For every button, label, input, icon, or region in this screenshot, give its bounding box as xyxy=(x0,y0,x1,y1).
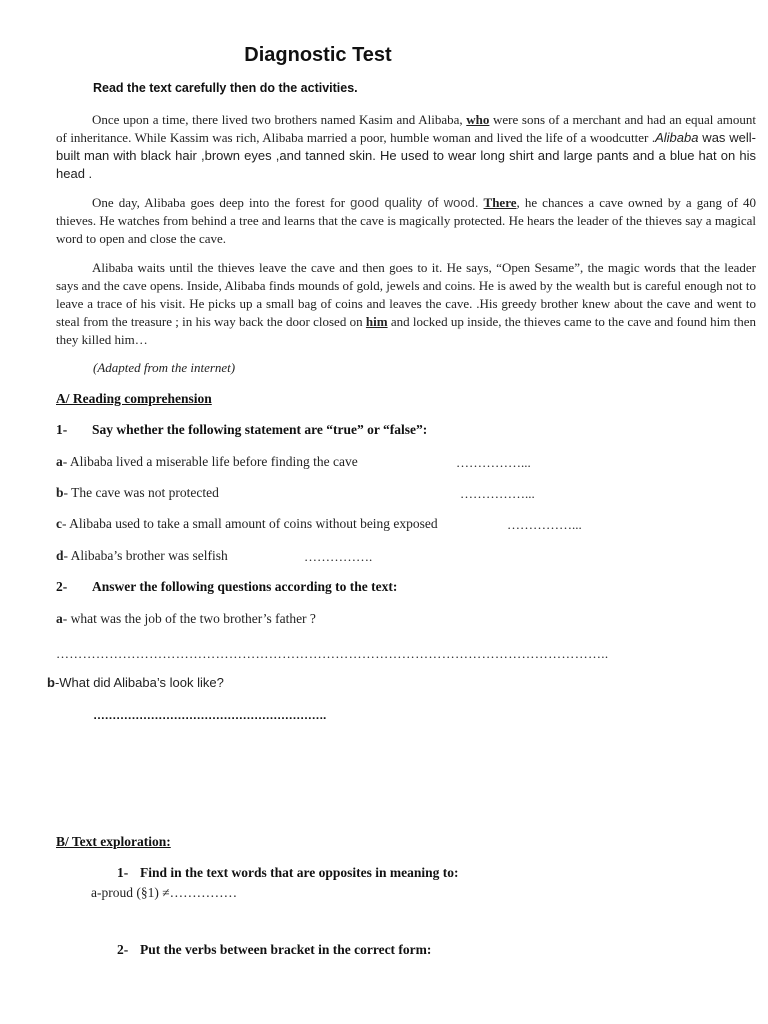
paragraph-text: , he chances a cave owned by a gang of 40 thieves. He watches from behind a tree and learns that the cave is magically protected. He hears the leader of the thieves say a magical word to open and close the cave. xyxy=(56,195,756,246)
answer-blank-b[interactable]: ……………... xyxy=(460,486,535,501)
question-number: 2- xyxy=(117,942,129,957)
paragraph-text: good quality of wood. xyxy=(350,195,479,210)
page-title: Diagnostic Test xyxy=(244,44,392,66)
question-text: Answer the following questions according to the text: xyxy=(92,579,398,594)
question-text: Find in the text words that are opposites in meaning to: xyxy=(140,865,459,880)
question-text: Put the verbs between bracket in the correct form: xyxy=(140,942,432,957)
statement-letter: a xyxy=(56,454,63,469)
statement-b xyxy=(56,485,219,501)
highlighted-word-him: him xyxy=(365,314,388,329)
question-2b xyxy=(47,675,224,690)
paragraph-text: and locked up inside, the thieves came to the cave and found him then they killed him… xyxy=(56,314,756,347)
italic-word-alibaba: Alibaba xyxy=(655,130,699,145)
question-2a xyxy=(56,611,316,627)
paragraph-text: One day, Alibaba goes deep into the forest for xyxy=(92,195,351,210)
answer-blank-d[interactable]: ……………. xyxy=(304,549,373,564)
section-b-title: B/ Text exploration: xyxy=(56,834,171,849)
answer-line-2b[interactable]: ……………………………………………………. xyxy=(93,708,326,722)
exploration-question-1 xyxy=(117,865,459,881)
source-note: (Adapted from the internet) xyxy=(93,360,236,375)
paragraph-text: was well-built man with black hair ,brown eyes ,and tanned skin. He used to wear long shirt and large pants and a blue hat on his head . xyxy=(56,130,756,181)
story-paragraph-2 xyxy=(56,194,756,248)
paragraph-text: Once upon a time, there lived two brothers named Kasim and Alibaba, xyxy=(92,112,467,127)
question-text: Say whether the following statement are “true” or “false”: xyxy=(92,422,428,437)
statement-d xyxy=(56,548,228,564)
question-number: 2- xyxy=(56,579,68,594)
instructions: Read the text carefully then do the activities. xyxy=(93,81,358,95)
statement-text: - Alibaba used to take a small amount of coins without being exposed xyxy=(62,516,438,531)
answer-blank-a[interactable]: ……………... xyxy=(456,455,531,470)
question-1 xyxy=(56,422,427,438)
statement-text: - The cave was not protected xyxy=(63,485,219,500)
question-text: -What did Alibaba’s look like? xyxy=(54,675,224,690)
story-paragraph-3 xyxy=(56,259,756,349)
question-letter: b xyxy=(47,675,55,690)
statement-text: - Alibaba’s brother was selfish xyxy=(63,548,228,563)
paragraph-text: were sons of a merchant and had an equal amount of inheritance. While Kassim was rich, Alibaba married a poor, humble woman and lived the life of a woodcutter . xyxy=(56,112,756,145)
exploration-question-2 xyxy=(117,942,431,958)
statement-letter: b xyxy=(56,485,64,500)
highlighted-word-who: who xyxy=(466,112,490,127)
highlighted-word-there: There xyxy=(483,195,517,210)
statement-c xyxy=(56,516,438,532)
statement-text: - Alibaba lived a miserable life before finding the cave xyxy=(62,454,358,469)
statement-letter: c xyxy=(56,516,62,531)
paragraph-text: Alibaba waits until the thieves leave the cave and then goes to it. He says, “Open Sesame”, the magic words that the leader says and the cave opens. Inside, Alibaba finds mounds of gold, jewels and coins. He is awed by the wealth but is careful enough not to leave a trace of his visit. He picks up a small bag of coins and leaves the cave. .His greedy brother knew about the cave and went to steal from the treasure ; in his way back the door closed on xyxy=(56,260,756,329)
question-2 xyxy=(56,579,397,595)
story-paragraph-1 xyxy=(56,111,756,183)
statement-a xyxy=(56,454,358,470)
question-text: - what was the job of the two brother’s father ? xyxy=(62,611,316,626)
answer-line-2a[interactable]: …………………………………………………………………………………………………………….. xyxy=(56,646,609,661)
answer-blank-c[interactable]: ……………... xyxy=(507,517,582,532)
section-a-title: A/ Reading comprehension xyxy=(56,391,212,406)
question-number: 1- xyxy=(56,422,68,437)
opposite-item-a[interactable]: a-proud (§1) ≠…………… xyxy=(91,885,238,900)
question-letter: a xyxy=(56,611,63,626)
statement-letter: d xyxy=(56,548,64,563)
question-number: 1- xyxy=(117,865,129,880)
